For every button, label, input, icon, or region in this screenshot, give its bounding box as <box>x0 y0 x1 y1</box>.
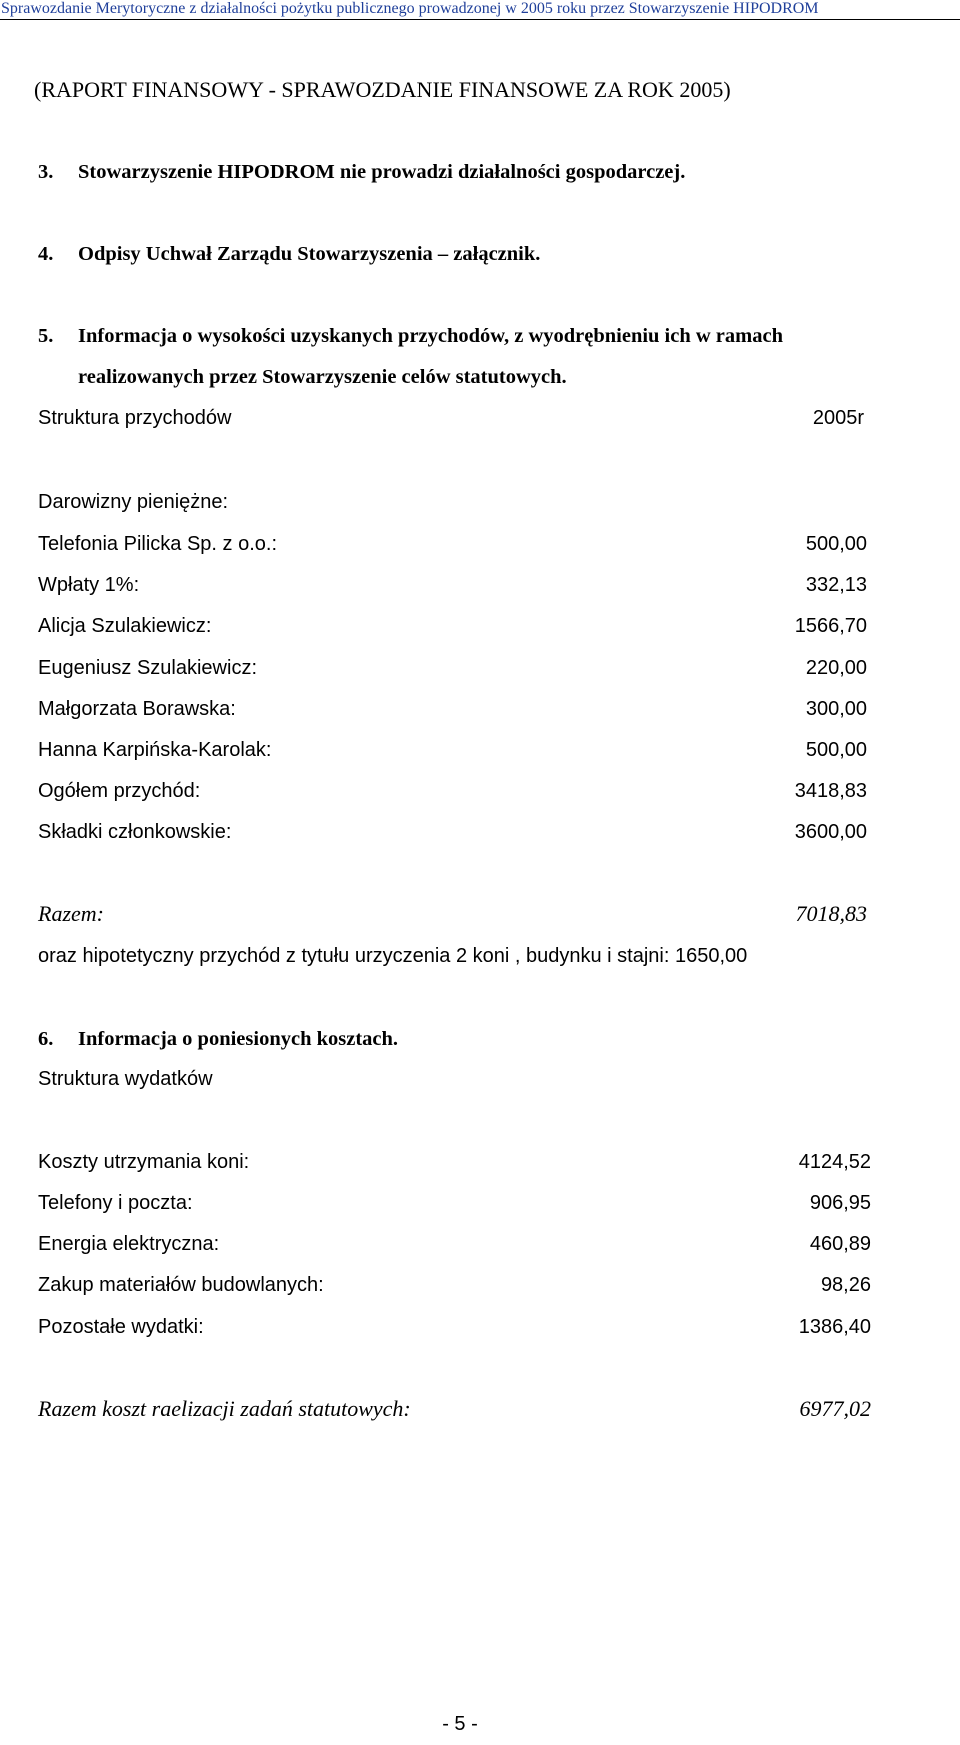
item-3 <box>38 158 685 186</box>
report-title: (RAPORT FINANSOWY - SPRAWOZDANIE FINANSOWE ZA ROK 2005) <box>34 77 731 102</box>
income-header-row <box>38 404 864 432</box>
cost-row-label: Telefony i poczta: <box>38 1192 193 1214</box>
item-6-text: Informacja o poniesionych kosztach. <box>78 1028 399 1050</box>
item-4-number: 4. <box>38 243 54 265</box>
income-row <box>38 654 867 682</box>
income-row-value: 500,00 <box>805 739 867 761</box>
item-5-text: Informacja o wysokości uzyskanych przychodów, z wyodrębnieniu ich w ramach <box>78 325 783 347</box>
cost-row <box>38 1148 871 1176</box>
item-4 <box>38 240 540 268</box>
cost-total-row <box>38 1395 871 1423</box>
cost-total-label: Razem koszt raelizacji zadań statutowych: <box>38 1396 411 1421</box>
item-5-text-continuation: realizowanych przez Stowarzyszenie celów statutowych. <box>78 366 567 388</box>
cost-row <box>38 1271 871 1299</box>
running-header-text: Sprawozdanie Merytoryczne z działalności pożytku publicznego prowadzonej w 2005 roku przez Stowarzyszenie HIPODROM <box>1 0 819 17</box>
income-row-label: Wpłaty 1%: <box>38 574 140 596</box>
income-row-label: Ogółem przychód: <box>38 780 201 802</box>
income-total-row <box>38 900 867 928</box>
item-5-number: 5. <box>38 325 54 347</box>
income-row-value: 3600,00 <box>794 821 867 843</box>
income-total-label: Razem: <box>38 901 104 926</box>
income-row-value: 300,00 <box>805 698 867 720</box>
cost-row-label: Pozostałe wydatki: <box>38 1316 204 1338</box>
cost-row-value: 98,26 <box>820 1274 871 1296</box>
income-row <box>38 777 867 805</box>
income-header-label: Struktura przychodów <box>38 407 232 429</box>
running-header <box>0 0 960 20</box>
item-3-text: Stowarzyszenie HIPODROM nie prowadzi działalności gospodarczej. <box>78 161 686 183</box>
cost-row-value: 906,95 <box>809 1192 871 1214</box>
cost-row-value: 4124,52 <box>798 1151 871 1173</box>
item-5 <box>38 322 783 350</box>
income-header-year: 2005r <box>812 407 864 429</box>
income-row <box>38 818 867 846</box>
income-row-value: 332,13 <box>805 574 867 596</box>
cost-row <box>38 1313 871 1341</box>
income-total-value: 7018,83 <box>795 901 867 926</box>
income-row-label: Małgorzata Borawska: <box>38 698 236 720</box>
costs-header-label: Struktura wydatków <box>38 1068 213 1090</box>
income-row-label: Telefonia Pilicka Sp. z o.o.: <box>38 533 278 555</box>
income-row-label: Hanna Karpińska-Karolak: <box>38 739 272 761</box>
cost-row <box>38 1230 871 1258</box>
income-row-value: 1566,70 <box>794 615 867 637</box>
item-4-text: Odpisy Uchwał Zarządu Stowarzyszenia – załącznik. <box>78 243 541 265</box>
income-row-value: 500,00 <box>805 533 867 555</box>
income-row <box>38 571 867 599</box>
cost-row-label: Zakup materiałów budowlanych: <box>38 1274 324 1296</box>
donations-heading: Darowizny pieniężne: <box>38 491 229 513</box>
income-row <box>38 612 867 640</box>
page-number: - 5 - <box>442 1713 478 1735</box>
income-row <box>38 736 867 764</box>
income-row-label: Eugeniusz Szulakiewicz: <box>38 657 257 679</box>
item-6-number: 6. <box>38 1028 54 1050</box>
income-row-value: 3418,83 <box>794 780 867 802</box>
income-row-label: Alicja Szulakiewicz: <box>38 615 212 637</box>
income-subheading <box>38 488 838 516</box>
income-row <box>38 530 867 558</box>
income-row <box>38 695 867 723</box>
cost-total-value: 6977,02 <box>799 1396 871 1421</box>
cost-row <box>38 1189 871 1217</box>
income-row-value: 220,00 <box>805 657 867 679</box>
cost-row-value: 460,89 <box>809 1233 871 1255</box>
cost-row-label: Koszty utrzymania koni: <box>38 1151 250 1173</box>
item-6 <box>38 1025 398 1053</box>
cost-row-label: Energia elektryczna: <box>38 1233 220 1255</box>
hypothetical-income-note: oraz hipotetyczny przychód z tytułu urzyczenia 2 koni , budynku i stajni: 1650,00 <box>38 945 748 967</box>
cost-row-value: 1386,40 <box>798 1316 871 1338</box>
income-row-label: Składki członkowskie: <box>38 821 232 843</box>
item-3-number: 3. <box>38 161 54 183</box>
